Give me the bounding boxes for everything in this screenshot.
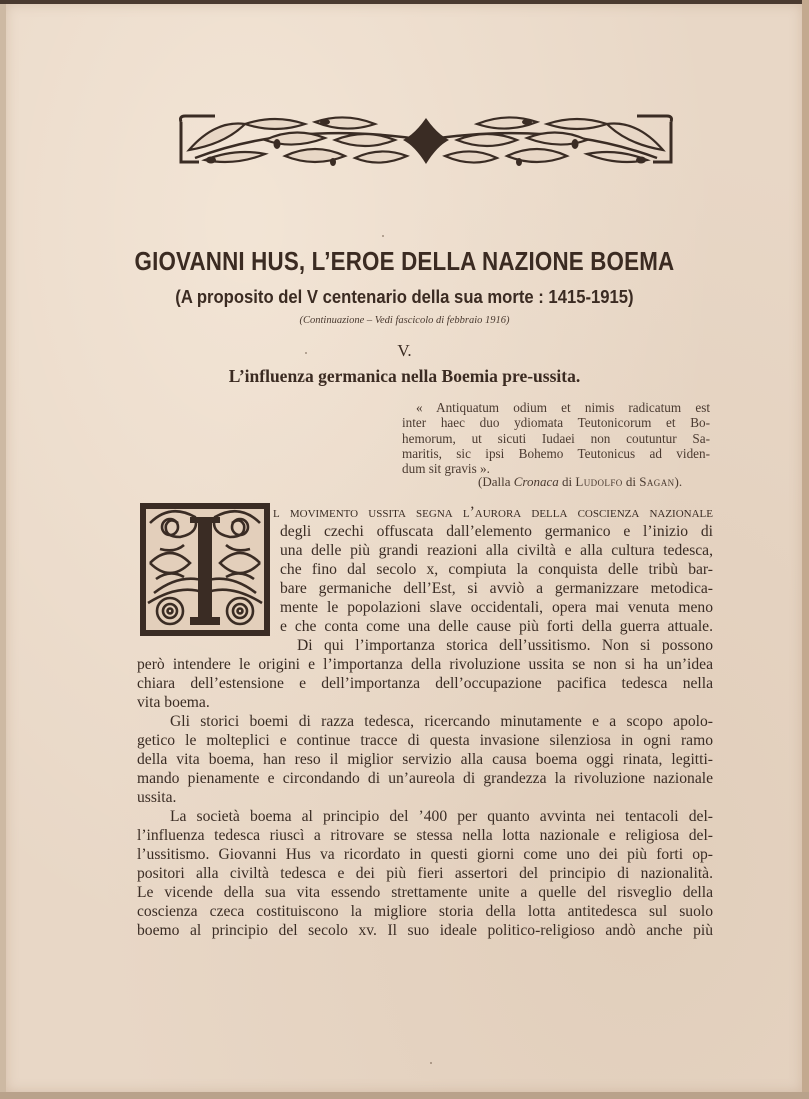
attribution-middle: di (558, 474, 576, 489)
ornamental-initial-icon (140, 503, 270, 636)
body-line: ussita. (137, 789, 177, 806)
attribution-prefix: (Dalla (478, 474, 514, 489)
body-line: l’influenza tedesca riuscì a ritrovare se stessa nella lotta nazionale e religiosa del- (137, 827, 713, 844)
page-right-edge (802, 0, 809, 1099)
body-line: mente le popolazioni slave occidentali, opera mai venuta meno (280, 599, 713, 616)
body-line-text: l movimento ussita segna l’aurora della coscienza nazionale (273, 504, 713, 521)
body-line: chiara dell’estensione e dell’importanza dell’occupazione pacifica tedesca nella (137, 675, 713, 692)
body-line: una delle più grandi reazioni alla civiltà e alla cultura tedesca, (280, 542, 713, 559)
body-line: mando pienamente e circondando di un’aureola di grandezza la rivoluzione nazionale (137, 770, 713, 787)
attribution-author: Ludolfo (575, 474, 623, 489)
laurel-ornament-icon (175, 110, 677, 170)
paper-speck (430, 1062, 432, 1064)
attribution-work: Cronaca (513, 474, 559, 489)
attribution-middle: di (622, 474, 640, 489)
body-line: Di qui l’importanza storica dell’ussitismo. Non si possono (297, 637, 713, 654)
body-line: però intendere le origini e l’importanza della rivoluzione ussita se non si ha un’idea (137, 656, 713, 673)
article-subtitle: (A proposito del V centenario della sua morte : 1415-1915) (175, 286, 634, 307)
body-line: positori alla civiltà tedesca e dei più fieri assertori del principio di nazionalità. (137, 865, 713, 882)
article-title: GIOVANNI HUS, L’EROE DELLA NAZIONE BOEMA (134, 246, 675, 276)
epigraph-attribution (478, 474, 682, 490)
attribution-place: Sagan (639, 474, 675, 489)
section-number: V. (397, 341, 412, 360)
epigraph (402, 400, 710, 476)
body-line: vita boema. (137, 694, 210, 711)
body-line: La società boema al principio del ’400 per quanto avvinta nei tentacoli del- (170, 808, 713, 825)
body-line: Gli storici boemi di razza tedesca, ricercando minutamente e a scopo apolo- (170, 713, 713, 730)
continuation-note: (Continuazione – Vedi fascicolo di febbraio 1916) (299, 315, 510, 326)
section-title: L’influenza germanica nella Boemia pre-ussita. (228, 366, 581, 386)
paper-speck (382, 235, 384, 237)
body-line: e che conta come una delle cause più forti della guerra attuale. (280, 618, 713, 635)
body-line: boemo al principio del secolo xv. Il suo ideale politico-religioso andò anche più (137, 922, 713, 939)
page-bottom-edge (0, 1092, 809, 1099)
body-line: coscienza czeca costituiscono la migliore storia della lotta antitedesca sul suolo (137, 903, 713, 920)
epigraph-line: hemorum, ut sicuti Iudaei non coutuntur Sa- (402, 430, 710, 446)
epigraph-line: dum sit gravis ». (402, 461, 490, 477)
epigraph-line: maritis, sic ipsi Bohemo Teutonicus ad viden- (402, 445, 710, 461)
epigraph-line: inter haec duo ydiomata Teutonicorum et Bo- (402, 415, 710, 431)
body-line: getico le molteplici e continue tracce di questa invasione silenziosa in ogni ramo (137, 732, 713, 749)
body-line: Le vicende della sua vita essendo strettamente unite a quelle del risveglio della (137, 884, 713, 901)
body-line: l’ussitismo. Giovanni Hus va ricordato in questi giorni come uno dei più forti op- (137, 846, 713, 863)
epigraph-line: « Antiquatum odium et nimis radicatum est (416, 400, 710, 415)
attribution-suffix: ). (674, 474, 683, 489)
body-line (273, 503, 713, 522)
paper-speck (305, 352, 307, 354)
body-line: bare germaniche dell’Est, si avviò a germanizzare metodica- (280, 580, 713, 597)
body-line: che fino dal secolo x, compiuta la conquista delle tribù bar- (280, 561, 713, 578)
body-line: degli czechi offuscata dall’elemento germanico e l’inizio di (280, 523, 713, 540)
body-line: della vita boema, han reso il miglior servizio alla causa boema oggi rinata, legitti- (137, 751, 713, 768)
